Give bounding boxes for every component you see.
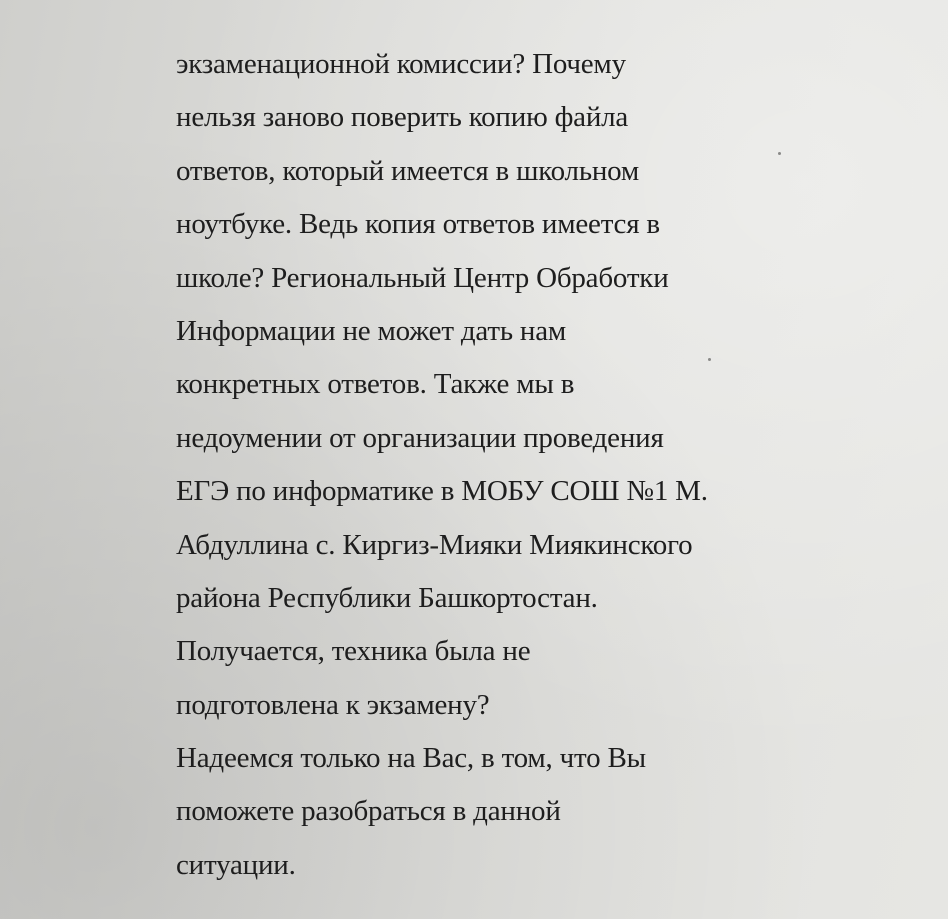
text-line: ноутбуке. Ведь копия ответов имеется в <box>176 208 660 241</box>
text-line: нельзя заново поверить копию файла <box>176 101 629 134</box>
letter-body <box>176 38 916 892</box>
text-line: района Республики Башкортостан. <box>176 581 598 614</box>
text-line: ответов, который имеется в школьном <box>176 154 640 187</box>
text-line: недоумении от организации проведения <box>176 421 664 454</box>
text-line: подготовлена к экзамену? <box>176 688 490 721</box>
text-line: экзаменационной комиссии? Почему <box>176 48 626 80</box>
text-line: конкретных ответов. Также мы в <box>176 368 575 401</box>
text-line: поможете разобраться в данной <box>176 795 561 828</box>
text-line: Информации не может дать нам <box>176 314 567 347</box>
text-line: Абдуллина с. Киргиз-Мияки Миякинского <box>176 528 693 561</box>
text-line: Получается, техника была не <box>176 635 531 668</box>
text-line: Надеемся только на Вас, в том, что Вы <box>176 742 646 775</box>
text-line: ситуации. <box>176 848 296 881</box>
text-line: ЕГЭ по информатике в МОБУ СОШ №1 М. <box>176 475 708 508</box>
text-line: школе? Региональный Центр Обработки <box>176 261 669 294</box>
